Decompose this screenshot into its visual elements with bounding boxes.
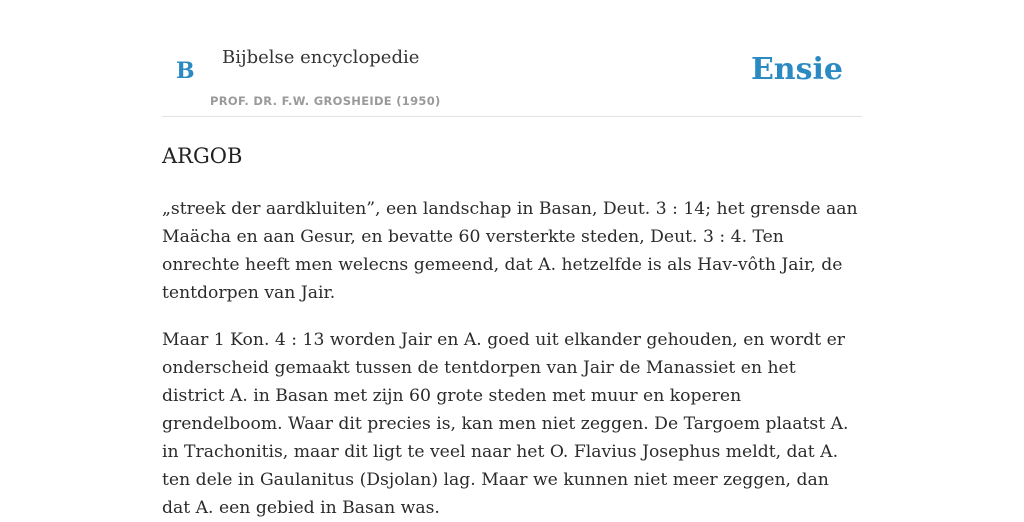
- article-paragraph: Maar 1 Kon. 4 : 13 worden Jair en A. goed uit elkander gehouden, en wordt er onderscheid gemaakt tussen de tentdorpen van Jair de Manassiet en het district A. in Basan met zijn 60 grote steden met muur en koperen grendelboom. Waar dit precies is, kan men niet zeggen. De Targoem plaatst A. in Trachonitis, maar dit ligt te veel naar het O. Flavius Josephus meldt, dat A. ten dele in Gaulanitus (Dsjolan) lag. Maar we kunnen niet meer zeggen, dan dat A. een gebied in Basan was.: [162, 330, 849, 518]
- ensie-logo-link[interactable]: Ensie: [750, 52, 843, 87]
- book-logo-icon[interactable]: B: [176, 58, 195, 84]
- book-header: [162, 0, 862, 117]
- article-paragraph: „streek der aardkluiten”, een landschap in Basan, Deut. 3 : 14; het grensde aan Maächa en aan Gesur, en bevatte 60 versterkte steden, Deut. 3 : 4. Ten onrechte heeft men welecns gemeend, dat A. hetzelfde is als Hav-vôth Jair, de tentdorpen van Jair.: [162, 199, 858, 303]
- book-author: PROF. DR. F.W. GROSHEIDE (1950): [210, 94, 441, 108]
- page-content: [162, 0, 862, 522]
- book-title[interactable]: Bijbelse encyclopedie: [222, 47, 420, 68]
- article-title: ARGOB: [162, 144, 243, 168]
